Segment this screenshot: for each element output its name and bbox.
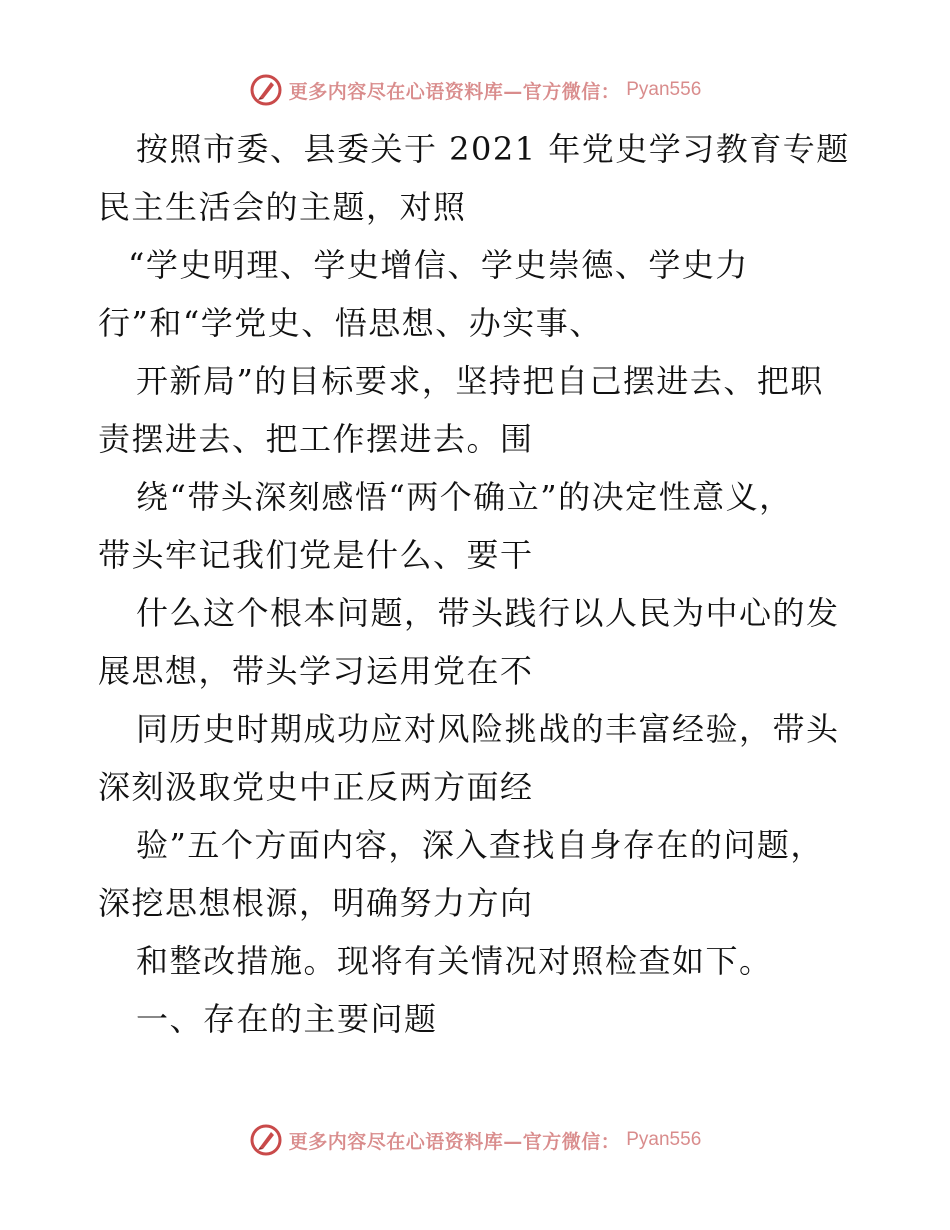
header-watermark [0, 70, 950, 110]
text-line: 按照市委、县委关于 2021 年党史学习教育专题 [136, 130, 850, 168]
text-line: 和整改措施。现将有关情况对照检查如下。 [136, 942, 773, 980]
text-line: 带头牢记我们党是什么、要干 [98, 536, 534, 574]
text-line: 展思想，带头学习运用党在不 [98, 652, 534, 690]
pen-logo-icon [249, 1123, 283, 1157]
text-line: 责摆进去、把工作摆进去。围 [98, 420, 534, 458]
text-line: “学史明理、学史增信、学史崇德、学史力 [128, 246, 749, 284]
pen-logo-icon [249, 73, 283, 107]
document-body [98, 120, 858, 1048]
text-line: 民主生活会的主题，对照 [98, 188, 467, 226]
watermark-wechat-id: Pyan556 [626, 79, 702, 100]
text-line: 开新局”的目标要求，坚持把自己摆进去、把职 [136, 362, 824, 400]
footer-watermark [0, 1120, 950, 1160]
text-line: 深挖思想根源，明确努力方向 [98, 884, 534, 922]
watermark-text: 更多内容尽在心语资料库—官方微信： [288, 80, 621, 103]
watermark-text: 更多内容尽在心语资料库—官方微信： [288, 1130, 621, 1153]
text-line: 绕“带头深刻感悟“两个确立”的决定性意义， [136, 478, 793, 516]
section-heading: 一、存在的主要问题 [136, 1000, 438, 1038]
text-line: 深刻汲取党史中正反两方面经 [98, 768, 534, 806]
text-line: 什么这个根本问题，带头践行以人民为中心的发 [136, 594, 840, 632]
text-line: 同历史时期成功应对风险挑战的丰富经验，带头 [136, 710, 840, 748]
text-line: 行”和“学党史、悟思想、办实事、 [98, 304, 603, 342]
watermark-wechat-id: Pyan556 [626, 1129, 702, 1150]
text-line: 验”五个方面内容，深入查找自身存在的问题， [136, 826, 824, 864]
